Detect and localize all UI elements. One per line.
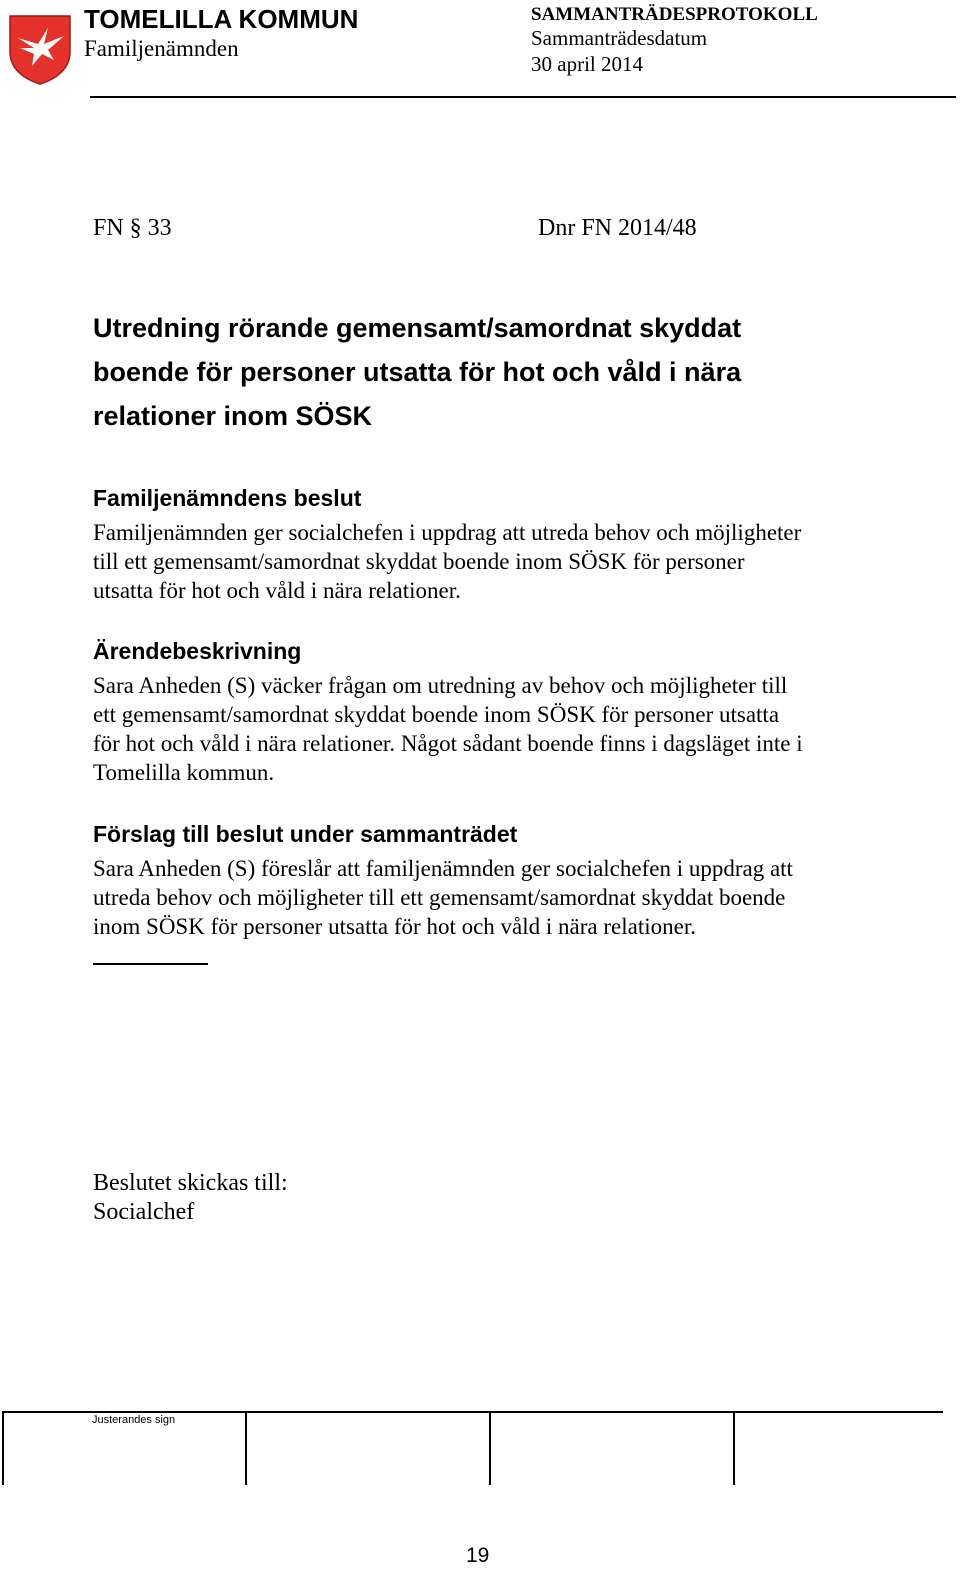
section-end-rule xyxy=(93,963,208,965)
signature-cell-divider xyxy=(733,1413,735,1485)
signature-cell-divider xyxy=(2,1413,4,1485)
signature-label: Justerandes sign xyxy=(92,1414,176,1426)
proposal-heading: Förslag till beslut under sammanträdet xyxy=(93,821,518,847)
proposal-line: Sara Anheden (S) föreslår att familjenämnden ger socialchefen i uppdrag att xyxy=(93,856,793,881)
description-line: ett gemensamt/samordnat skyddat boende inom SÖSK för personer utsatta xyxy=(93,702,780,727)
decision-text xyxy=(93,518,893,605)
committee-name: Familjenämnden xyxy=(84,36,239,61)
decision-line: utsatta för hot och våld i nära relationer. xyxy=(93,578,461,603)
description-line: Tomelilla kommun. xyxy=(93,760,275,785)
proposal-line: inom SÖSK för personer utsatta för hot och våld i nära relationer. xyxy=(93,914,696,939)
meeting-date-label: Sammanträdesdatum xyxy=(531,26,708,50)
description-line: Sara Anheden (S) väcker frågan om utredning av behov och möjligheter till xyxy=(93,673,788,698)
proposal-line: utreda behov och möjligheter till ett gemensamt/samordnat skyddat boende xyxy=(93,885,786,910)
description-line: för hot och våld i nära relationer. Något sådant boende finns i dagsläget inte i xyxy=(93,731,803,756)
decision-line: Familjenämnden ger socialchefen i uppdrag att utreda behov och möjligheter xyxy=(93,520,802,545)
registration-number: Dnr FN 2014/48 xyxy=(538,215,697,241)
matter-title-line: Utredning rörande gemensamt/samordnat skyddat xyxy=(93,313,742,343)
matter-title xyxy=(93,306,873,438)
decision-heading: Familjenämndens beslut xyxy=(93,485,362,511)
distribution-label: Beslutet skickas till: xyxy=(93,1170,288,1196)
description-text xyxy=(93,671,893,787)
decision-line: till ett gemensamt/samordnat skyddat boende inom SÖSK för personer xyxy=(93,549,745,574)
page-number: 19 xyxy=(466,1544,490,1567)
proposal-text xyxy=(93,854,893,941)
organization-name: TOMELILLA KOMMUN xyxy=(84,4,359,34)
header-divider xyxy=(90,96,956,98)
municipal-crest-icon xyxy=(8,14,72,86)
document-type: SAMMANTRÄDESPROTOKOLL xyxy=(531,4,818,25)
signature-cell-divider xyxy=(245,1413,247,1485)
matter-title-line: boende för personer utsatta för hot och våld i nära xyxy=(93,357,742,387)
meeting-date: 30 april 2014 xyxy=(531,52,643,76)
description-heading: Ärendebeskrivning xyxy=(93,638,302,664)
distribution-recipient: Socialchef xyxy=(93,1199,195,1225)
signature-cell-divider xyxy=(489,1413,491,1485)
matter-title-line: relationer inom SÖSK xyxy=(93,401,373,431)
section-number: FN § 33 xyxy=(93,215,172,241)
